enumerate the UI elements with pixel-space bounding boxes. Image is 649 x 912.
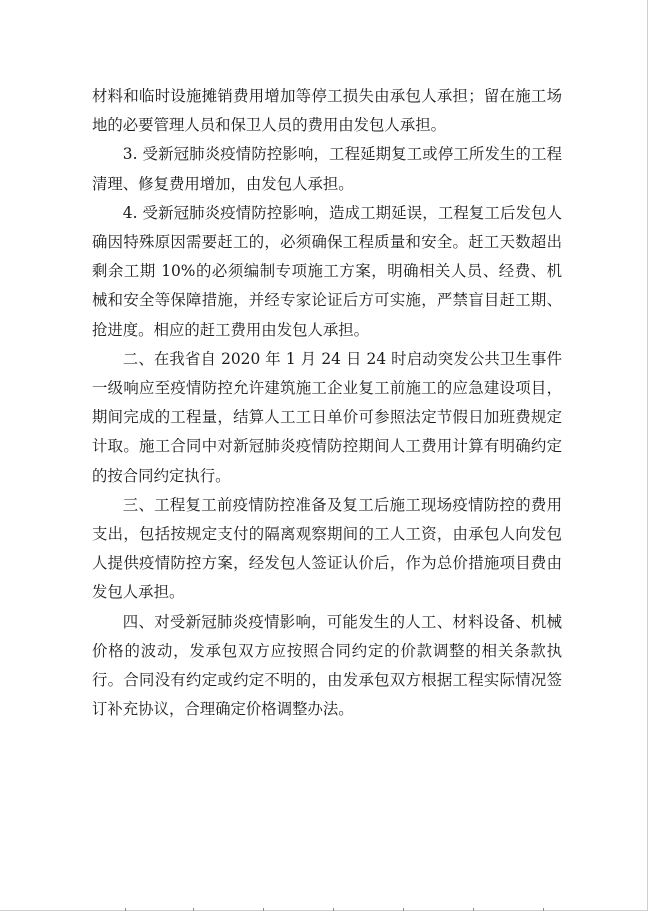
page-edge-mark xyxy=(333,908,334,911)
paragraph-item-4: 4. 受新冠肺炎疫情防控影响，造成工期延误，工程复工后发包人确因特殊原因需要赶工的，必须确保工程质量和安全。赶工天数超出剩余工期 10%的必须编制专项施工方案，明确相关人员、经费、机械和安全等保障措施，并经专家论证后方可实施，严禁盲目赶工期、抢进度。相应的赶工费用由发包人承担。 xyxy=(92,203,562,339)
page-edge-mark xyxy=(125,908,126,911)
page-edge-mark xyxy=(263,908,264,911)
paragraph-item-3: 3. 受新冠肺炎疫情防控影响，工程延期复工或停工所发生的工程清理、修复费用增加，由发包人承担。 xyxy=(92,145,562,193)
page-edge-mark xyxy=(403,908,404,911)
page-bottom-marks xyxy=(0,908,649,911)
document-body xyxy=(92,82,562,724)
paragraph-section-3: 三、工程复工前疫情防控准备及复工后施工现场疫情防控的费用支出，包括按规定支付的隔离观察期间的工人工资，由承包人向发包人提供疫情防控方案，经发包人签证认价后，作为总价措施项目费由发包人承担。 xyxy=(92,495,562,602)
paragraph-section-2: 二、在我省自 2020 年 1 月 24 日 24 时启动突发公共卫生事件一级响应至疫情防控允许建筑施工企业复工前施工的应急建设项目，期间完成的工程量，结算人工工日单价可参照法定节假日加班费规定计取。施工合同中对新冠肺炎疫情防控期间人工费用计算有明确约定的按合同约定执行。 xyxy=(92,349,562,485)
page-edge-mark xyxy=(473,908,474,911)
page-edge-mark xyxy=(543,908,544,911)
paragraph-section-4: 四、对受新冠肺炎疫情影响，可能发生的人工、材料设备、机械价格的波动，发承包双方应按照合同约定的价款调整的相关条款执行。合同没有约定或约定不明的，由发承包双方根据工程实际情况签订补充协议，合理确定价格调整办法。 xyxy=(92,612,562,719)
paragraph-continuation: 材料和临时设施摊销费用增加等停工损失由承包人承担；留在施工场地的必要管理人员和保卫人员的费用由发包人承担。 xyxy=(92,87,562,135)
page-edge-mark xyxy=(193,908,194,911)
